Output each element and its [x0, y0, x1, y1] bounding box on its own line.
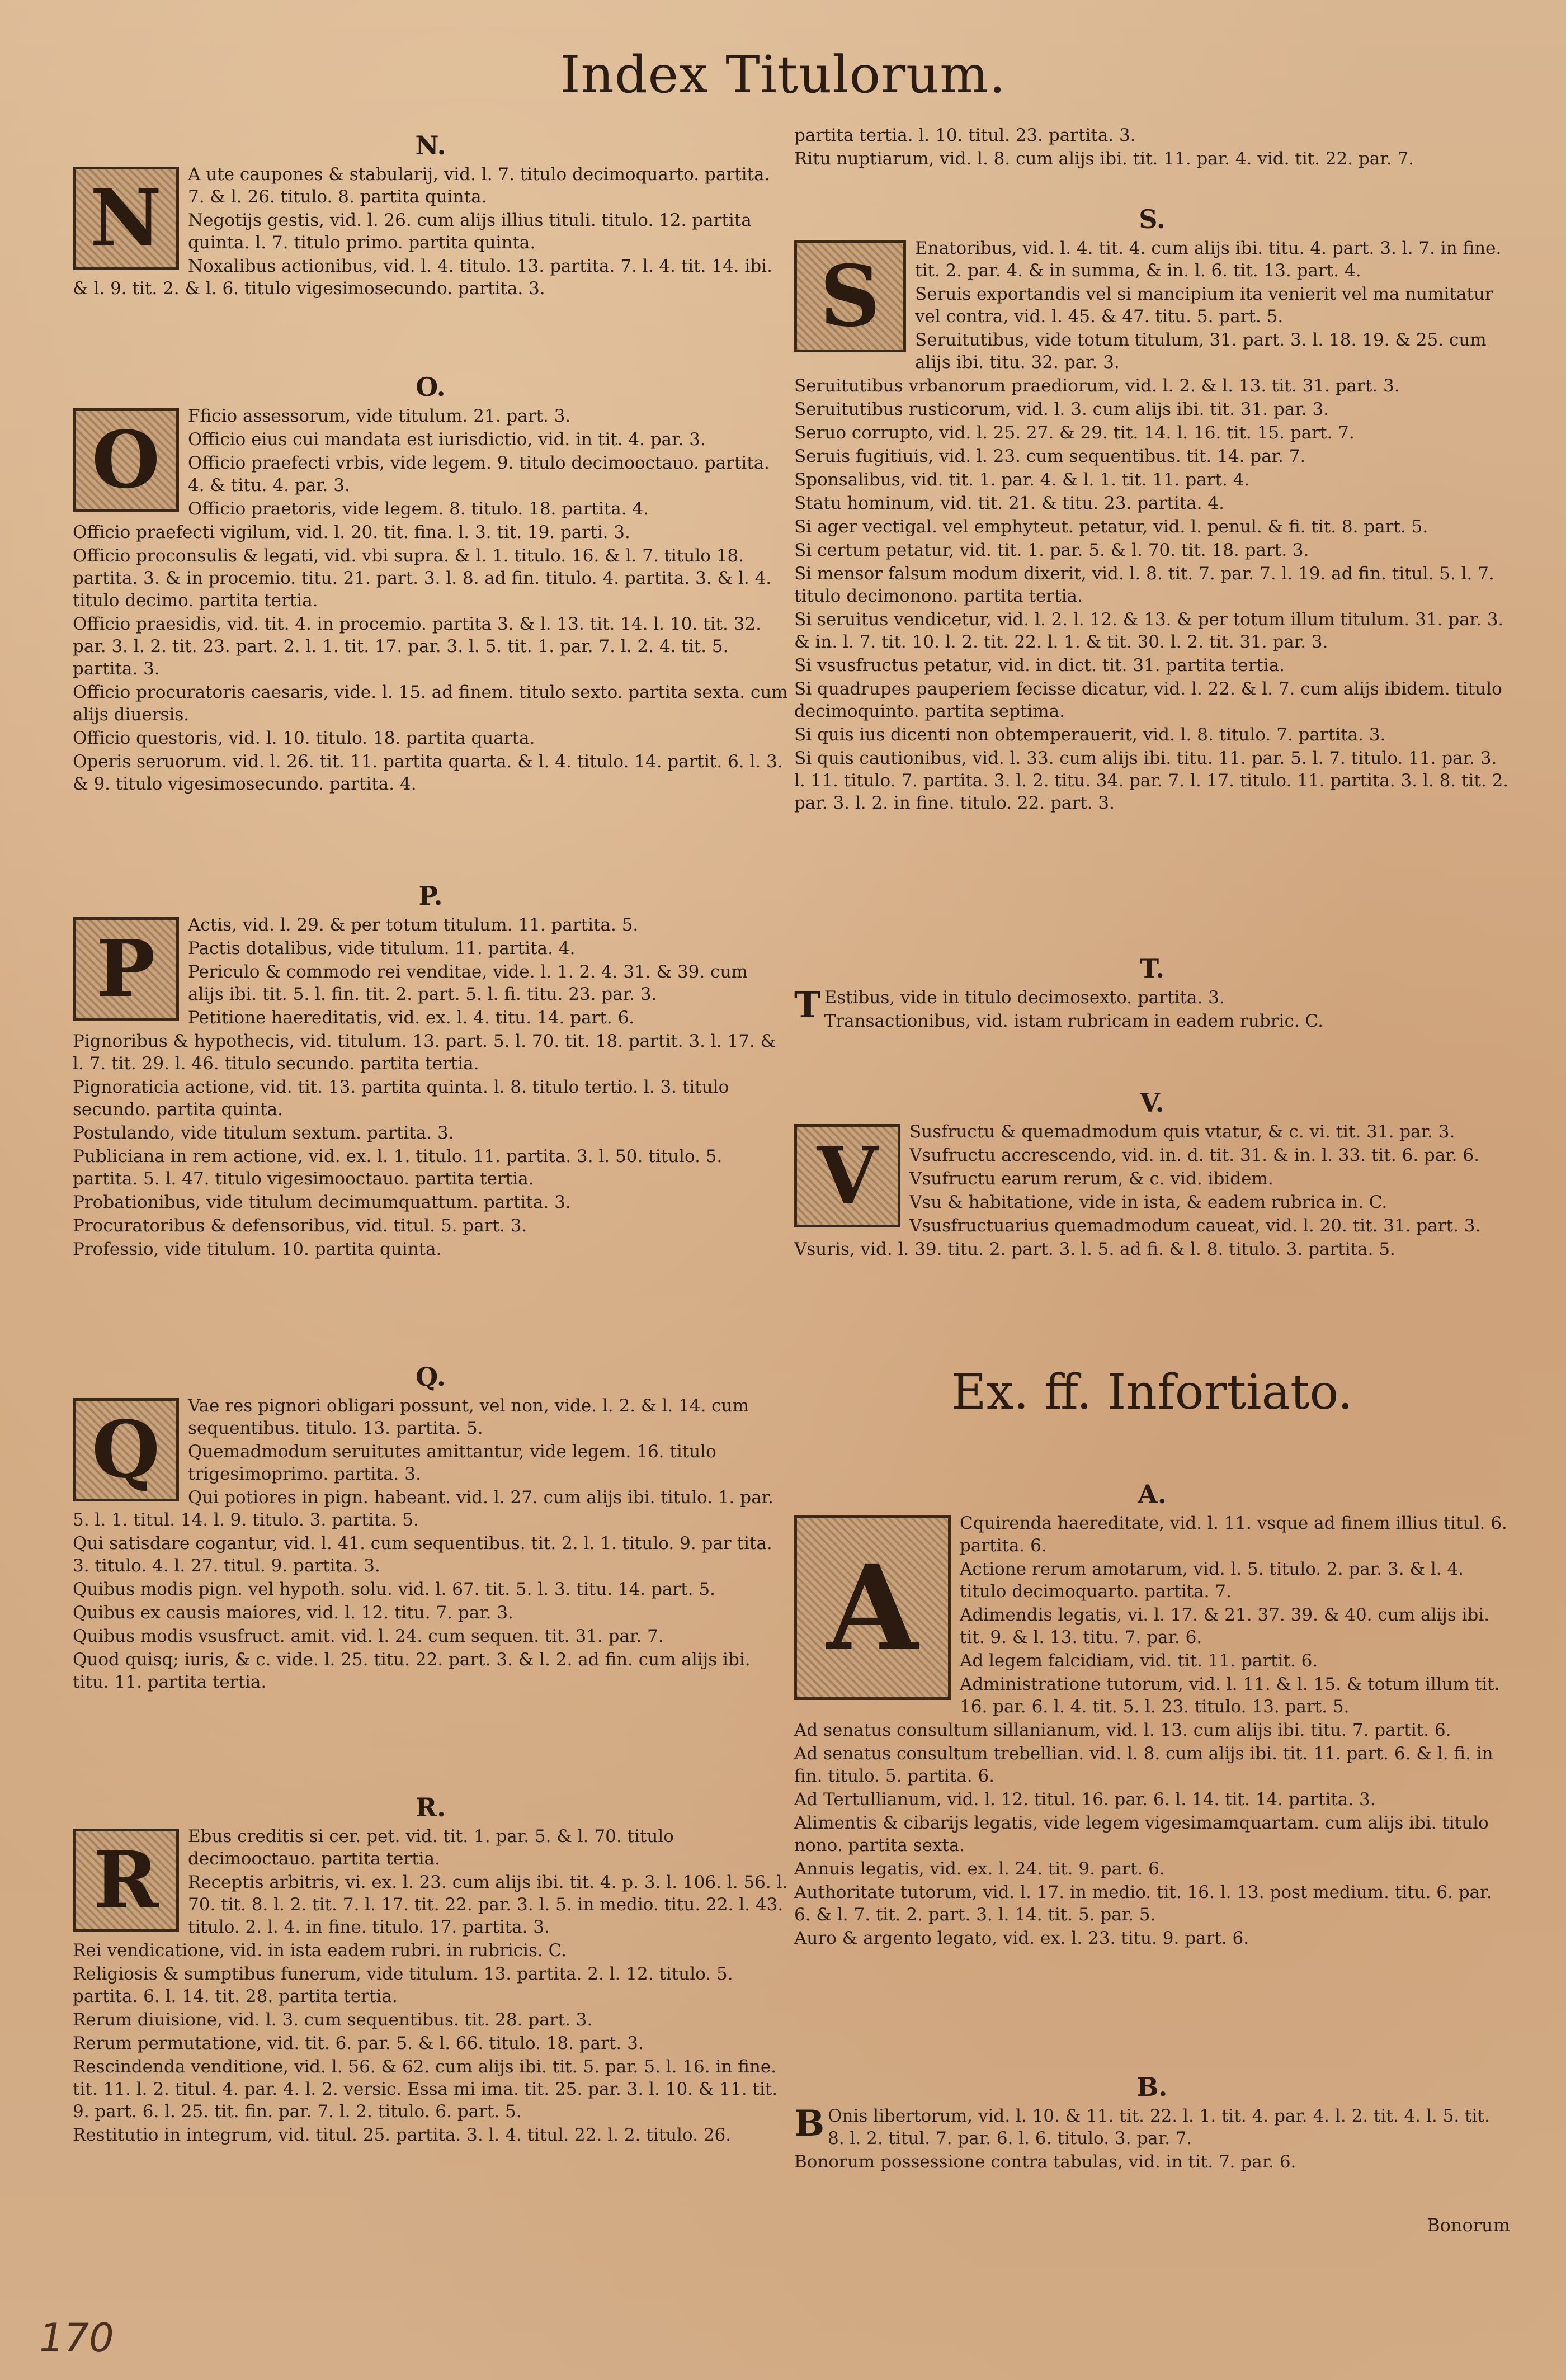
index-entry: Statu hominum, vid. tit. 21. & titu. 23. partita. 4.	[794, 493, 1224, 513]
index-entry: Pactis dotalibus, vide titulum. 11. partita. 4.	[188, 938, 576, 958]
index-entry: Si certum petatur, vid. tit. 1. par. 5. & l. 70. tit. 18. part. 3.	[794, 540, 1309, 560]
index-entry: Negotijs gestis, vid. l. 26. cum alijs illius tituli. titulo. 12. partita quinta. l. 7. titulo primo. partita quinta.	[188, 210, 752, 253]
section-b	[794, 2069, 1510, 2174]
index-entry: Seruitutibus vrbanorum praediorum, vid. l. 2. & l. 13. tit. 31. part. 3.	[794, 376, 1400, 396]
index-entry: Restitutio in integrum, vid. titul. 25. partita. 3. l. 4. titul. 22. l. 2. titulo. 26.	[73, 2125, 732, 2145]
index-entry: Fficio assessorum, vide titulum. 21. part. 3.	[188, 406, 571, 426]
section-v	[794, 1085, 1510, 1262]
index-entry: Petitione haereditatis, vid. ex. l. 4. titu. 14. part. 6.	[188, 1008, 635, 1028]
index-entry: Estibus, vide in titulo decimosexto. partita. 3.	[824, 988, 1225, 1008]
drop-capital: Q	[73, 1398, 179, 1501]
section-heading: S.	[1139, 204, 1166, 234]
section-s	[794, 201, 1510, 815]
index-entry: Vsusfructuarius quemadmodum caueat, vid. l. 20. tit. 31. part. 3.	[909, 1216, 1481, 1236]
index-entry: Adimendis legatis, vi. l. 17. & 21. 37. 39. & 40. cum alijs ibi. tit. 9. & l. 13. titu. 7. par. 6.	[960, 1605, 1490, 1647]
section-a	[794, 1476, 1510, 1951]
index-entry: Alimentis & cibarijs legatis, vide legem vigesimamquartam. cum alijs ibi. titulo nono. partita sexta.	[794, 1813, 1489, 1855]
index-entry: Sponsalibus, vid. tit. 1. par. 4. & l. 1. tit. 11. part. 4.	[794, 470, 1250, 490]
index-entry: Onis libertorum, vid. l. 10. & 11. tit. 22. l. 1. tit. 4. par. 4. l. 2. tit. 4. l. 5. tit. 8. l. 2. titul. 7. par. 6. l. 6. titulo. 3. par. 7.	[828, 2106, 1490, 2148]
index-entry: Si vsusfructus petatur, vid. in dict. tit. 31. partita tertia.	[794, 655, 1285, 676]
index-entry: Seruo corrupto, vid. l. 25. 27. & 29. tit. 14. l. 16. tit. 15. part. 7.	[794, 423, 1355, 443]
index-entry: Si ager vectigal. vel emphyteut. petatur, vid. l. penul. & fi. tit. 8. part. 5.	[794, 517, 1428, 537]
section-heading: T.	[1139, 953, 1165, 984]
section-subtitle: Ex. ff. Infortiato.	[951, 1364, 1353, 1420]
index-entry: Quibus modis vsusfruct. amit. vid. l. 24. cum sequen. tit. 31. par. 7.	[73, 1626, 664, 1646]
index-entry: Pignoraticia actione, vid. tit. 13. partita quinta. l. 8. titulo tertio. l. 3. titulo secundo. partita quinta.	[73, 1077, 729, 1120]
index-entry: Si mensor falsum modum dixerit, vid. l. 8. tit. 7. par. 7. l. 19. ad fin. titul. 5. l. 7. titulo decimonono. partita tertia.	[794, 564, 1494, 606]
index-entry: Officio praesidis, vid. tit. 4. in procemio. partita 3. & l. 13. tit. 14. l. 10. tit. 32. par. 3. l. 2. tit. 23. part. 2. l. 1. tit. 17. par. 3. l. 5. tit. 1. par. 7. l. 2. 4. tit. 5. partita. 3.	[73, 614, 761, 679]
section-p	[73, 878, 789, 1262]
index-entry: Ebus creditis si cer. pet. vid. tit. 1. par. 5. & l. 70. titulo decimooctauo. partita tertia.	[188, 1826, 674, 1869]
section-heading: P.	[418, 881, 443, 911]
index-entry: Officio praefecti vigilum, vid. l. 20. tit. fina. l. 3. tit. 19. parti. 3.	[73, 522, 630, 542]
page-title: Index Titulorum.	[560, 45, 1006, 105]
index-entry: Seruis fugitiuis, vid. l. 23. cum sequentibus. tit. 14. par. 7.	[794, 446, 1306, 466]
index-entry: Actione rerum amotarum, vid. l. 5. titulo. 2. par. 3. & l. 4. titulo decimoquarto. partita. 7.	[960, 1559, 1464, 1602]
index-entry: Procuratoribus & defensoribus, vid. titul. 5. part. 3.	[73, 1216, 527, 1236]
index-entry: Operis seruorum. vid. l. 26. tit. 11. partita quarta. & l. 4. titulo. 14. partit. 6. l. 3. & 9. titulo vigesimosecundo. partita. 4.	[73, 752, 783, 794]
index-entry: Vsuris, vid. l. 39. titu. 2. part. 3. l. 5. ad fi. & l. 8. titulo. 3. partita. 5.	[794, 1239, 1395, 1259]
section-q	[73, 1359, 789, 1694]
index-entry: Probationibus, vide titulum decimumquattum. partita. 3.	[73, 1192, 571, 1212]
index-entry: Rei vendicatione, vid. in ista eadem rubri. in rubricis. C.	[73, 1940, 567, 1961]
index-entry: Officio procuratoris caesaris, vide. l. 15. ad finem. titulo sexto. partita sexta. cum alijs diuersis.	[73, 682, 788, 725]
index-entry: Actis, vid. l. 29. & per totum titulum. 11. partita. 5.	[188, 915, 639, 935]
index-entry: partita tertia. l. 10. titul. 23. partita. 3.	[794, 125, 1136, 145]
section-heading: N.	[415, 130, 446, 160]
section-heading: O.	[416, 372, 446, 402]
section-r	[73, 1789, 789, 2147]
index-entry: Quibus modis pign. vel hypoth. solu. vid. l. 67. tit. 5. l. 3. titu. 14. part. 5.	[73, 1579, 715, 1599]
section-t	[794, 951, 1510, 1033]
index-entry: Officio eius cui mandata est iurisdictio, vid. in tit. 4. par. 3.	[188, 429, 706, 450]
drop-capital: A	[794, 1515, 951, 1700]
index-entry: Qui potiores in pign. habeant. vid. l. 27. cum alijs ibi. titulo. 1. par. 5. l. 1. titul. 14. l. 9. titulo. 3. partita. 5.	[73, 1488, 773, 1530]
index-entry: Vsufructu accrescendo, vid. in. d. tit. 31. & in. l. 33. tit. 6. par. 6.	[909, 1145, 1479, 1165]
index-entry: Officio praetoris, vide legem. 8. titulo. 18. partita. 4.	[188, 499, 649, 519]
index-entry: Quemadmodum seruitutes amittantur, vide legem. 16. titulo trigesimoprimo. partita. 3.	[188, 1442, 716, 1484]
index-entry: Si seruitus vendicetur, vid. l. 2. l. 12. & 13. & per totum illum titulum. 31. par. 3. & in. l. 7. tit. 10. l. 2. tit. 22. l. 1. & tit. 30. l. 2. tit. 31. par. 3.	[794, 610, 1504, 652]
index-entry: Periculo & commodo rei venditae, vide. l. 1. 2. 4. 31. & 39. cum alijs ibi. tit. 5. l. fin. tit. 2. part. 5. l. fi. titu. 23. par. 3.	[188, 962, 748, 1004]
index-entry: Quod quisq; iuris, & c. vide. l. 25. titu. 22. part. 3. & l. 2. ad fin. cum alijs ibi. titu. 11. partita tertia.	[73, 1650, 751, 1692]
index-entry: Seruitutibus, vide totum titulum, 31. part. 3. l. 18. 19. & 25. cum alijs ibi. titu. 32. par. 3.	[915, 330, 1487, 372]
index-entry: Rescindenda venditione, vid. l. 56. & 62. cum alijs ibi. tit. 5. par. 5. l. 16. in fine. tit. 11. l. 2. titul. 4. par. 4. l. 2. versic. Essa mi ima. tit. 25. par. 3. l. 10. & 11. tit. 9. part. 6. l. 25. tit. fin. par. 7. l. 2. titulo. 6. part. 5.	[73, 2057, 778, 2122]
index-entry: Publiciana in rem actione, vid. ex. l. 1. titulo. 11. partita. 3. l. 50. titulo. 5. partita. 5. l. 47. titulo vigesimooctauo. partita tertia.	[73, 1146, 723, 1189]
index-entry: Vae res pignori obligari possunt, vel non, vide. l. 2. & l. 14. cum sequentibus. titulo. 13. partita. 5.	[188, 1396, 749, 1438]
index-entry: Professio, vide titulum. 10. partita quinta.	[73, 1239, 442, 1259]
index-entry: Ritu nuptiarum, vid. l. 8. cum alijs ibi. tit. 11. par. 4. vid. tit. 22. par. 7.	[794, 149, 1414, 169]
drop-capital: N	[73, 167, 179, 270]
section-o	[73, 369, 789, 796]
section-heading: B.	[1136, 2072, 1168, 2102]
index-entry: Ad senatus consultum trebellian. vid. l. 8. cum alijs ibi. tit. 11. part. 6. & l. fi. in fin. titulo. 5. partita. 6.	[794, 1744, 1493, 1786]
index-entry: Receptis arbitris, vi. ex. l. 23. cum alijs ibi. tit. 4. p. 3. l. 106. l. 56. l. 70. tit. 8. l. 2. tit. 7. l. 17. tit. 22. par. 3. l. 5. in medio. titu. 22. l. 43. titulo. 2. l. 4. in fine. titulo. 17. partita. 3.	[188, 1872, 788, 1937]
index-entry: Rerum permutatione, vid. tit. 6. par. 5. & l. 66. titulo. 18. part. 3.	[73, 2033, 644, 2053]
index-entry: Rerum diuisione, vid. l. 3. cum sequentibus. tit. 28. part. 3.	[73, 2010, 593, 2030]
index-entry: Ad senatus consultum sillanianum, vid. l. 13. cum alijs ibi. titu. 7. partit. 6.	[794, 1720, 1451, 1740]
index-entry: Susfructu & quemadmodum quis vtatur, & c. vi. tit. 31. par. 3.	[909, 1122, 1455, 1142]
index-entry: Officio questoris, vid. l. 10. titulo. 18. partita quarta.	[73, 728, 535, 748]
index-entry: Transactionibus, vid. istam rubricam in eadem rubric. C.	[824, 1011, 1324, 1031]
index-entry: Bonorum possessione contra tabulas, vid. in tit. 7. par. 6.	[794, 2152, 1296, 2172]
index-entry: Annuis legatis, vid. ex. l. 24. tit. 9. part. 6.	[794, 1859, 1165, 1879]
index-entry: Cquirenda haereditate, vid. l. 11. vsque ad finem illius titul. 6. partita. 6.	[960, 1513, 1507, 1556]
drop-capital: R	[73, 1829, 179, 1932]
section-heading: A.	[1138, 1479, 1167, 1509]
drop-capital: V	[794, 1124, 900, 1227]
folio-number: 170	[39, 2315, 114, 2361]
drop-capital: P	[73, 917, 179, 1021]
index-entry: Pignoribus & hypothecis, vid. titulum. 13. part. 5. l. 70. tit. 18. partit. 3. l. 17. & l. 7. tit. 29. l. 46. titulo secundo. partita tertia.	[73, 1031, 776, 1074]
index-entry: Enatoribus, vid. l. 4. tit. 4. cum alijs ibi. titu. 4. part. 3. l. 7. in fine. tit. 2. par. 4. & in summa, & in. l. 6. tit. 13. part. 4.	[915, 238, 1502, 281]
index-entry: Auro & argento legato, vid. ex. l. 23. titu. 9. part. 6.	[794, 1928, 1249, 1948]
index-entry: Noxalibus actionibus, vid. l. 4. titulo. 13. partita. 7. l. 4. tit. 14. ibi. & l. 9. tit. 2. & l. 6. titulo vigesimosecundo. partita. 3.	[73, 256, 772, 299]
index-entry: Seruis exportandis vel si mancipium ita venierit vel ma numitatur vel contra, vid. l. 45. & 47. titu. 5. part. 5.	[915, 284, 1493, 327]
index-entry: Ad legem falcidiam, vid. tit. 11. partit. 6.	[960, 1651, 1318, 1671]
index-entry: Officio proconsulis & legati, vid. vbi supra. & l. 1. titulo. 16. & l. 7. titulo 18. partita. 3. & in procemio. titu. 21. part. 3. l. 8. ad fin. titulo. 4. partita. 3. & l. 4. titulo decimo. partita tertia.	[73, 546, 772, 611]
catchword: Bonorum	[1427, 2214, 1510, 2236]
index-entry: Officio praefecti vrbis, vide legem. 9. titulo decimooctauo. partita. 4. & titu. 4. par. 3.	[188, 453, 770, 495]
section-heading: R.	[415, 1792, 446, 1822]
continued-entries	[794, 124, 1510, 171]
index-entry: Ad Tertullianum, vid. l. 12. titul. 16. par. 6. l. 14. tit. 14. partita. 3.	[794, 1789, 1376, 1810]
index-entry: Si quadrupes pauperiem fecisse dicatur, vid. l. 22. & l. 7. cum alijs ibidem. titulo decimoquinto. partita septima.	[794, 679, 1502, 721]
index-entry: Religiosis & sumptibus funerum, vide titulum. 13. partita. 2. l. 12. titulo. 5. partita. 6. l. 14. tit. 28. partita tertia.	[73, 1964, 733, 2006]
index-entry: Authoritate tutorum, vid. l. 17. in medio. tit. 16. l. 13. post medium. titu. 6. par. 6. & l. 7. tit. 2. part. 3. l. 14. tit. 5. par. 5.	[794, 1882, 1492, 1925]
index-entry: Qui satisdare cogantur, vid. l. 41. cum sequentibus. tit. 2. l. 1. titulo. 9. par tita. 3. titulo. 4. l. 27. titul. 9. partita. 3.	[73, 1533, 772, 1576]
index-entry: A ute caupones & stabularij, vid. l. 7. titulo decimoquarto. partita. 7. & l. 26. titulo. 8. partita quinta.	[188, 164, 770, 207]
drop-capital: S	[794, 240, 906, 352]
index-entry: Seruitutibus rusticorum, vid. l. 3. cum alijs ibi. tit. 31. par. 3.	[794, 399, 1329, 419]
drop-capital: O	[73, 408, 179, 512]
section-heading: Q.	[416, 1362, 446, 1392]
index-entry: Postulando, vide titulum sextum. partita. 3.	[73, 1123, 454, 1143]
index-entry: Vsufructu earum rerum, & c. vid. ibidem.	[909, 1169, 1273, 1189]
section-heading: V.	[1140, 1088, 1164, 1118]
index-entry: Administratione tutorum, vid. l. 11. & l. 15. & totum illum tit. 16. par. 6. l. 4. tit. 5. l. 23. titulo. 13. part. 5.	[960, 1674, 1500, 1717]
section-n	[73, 128, 789, 301]
initial-capital: T	[794, 984, 821, 1026]
index-entry: Si quis ius dicenti non obtemperauerit, vid. l. 8. titulo. 7. partita. 3.	[794, 725, 1386, 745]
index-entry: Si quis cautionibus, vid. l. 33. cum alijs ibi. titu. 11. par. 5. l. 7. titulo. 11. par. 3. l. 11. titulo. 7. partita. 3. l. 2. titu. 34. par. 7. l. 17. titulo. 11. partita. 3. l. 8. tit. 2. par. 3. l. 2. in fine. titulo. 22. part. 3.	[794, 748, 1509, 813]
index-entry: Vsu & habitatione, vide in ista, & eadem rubrica in. C.	[909, 1192, 1388, 1212]
initial-capital: B	[794, 2103, 825, 2145]
index-entry: Quibus ex causis maiores, vid. l. 12. titu. 7. par. 3.	[73, 1603, 513, 1623]
